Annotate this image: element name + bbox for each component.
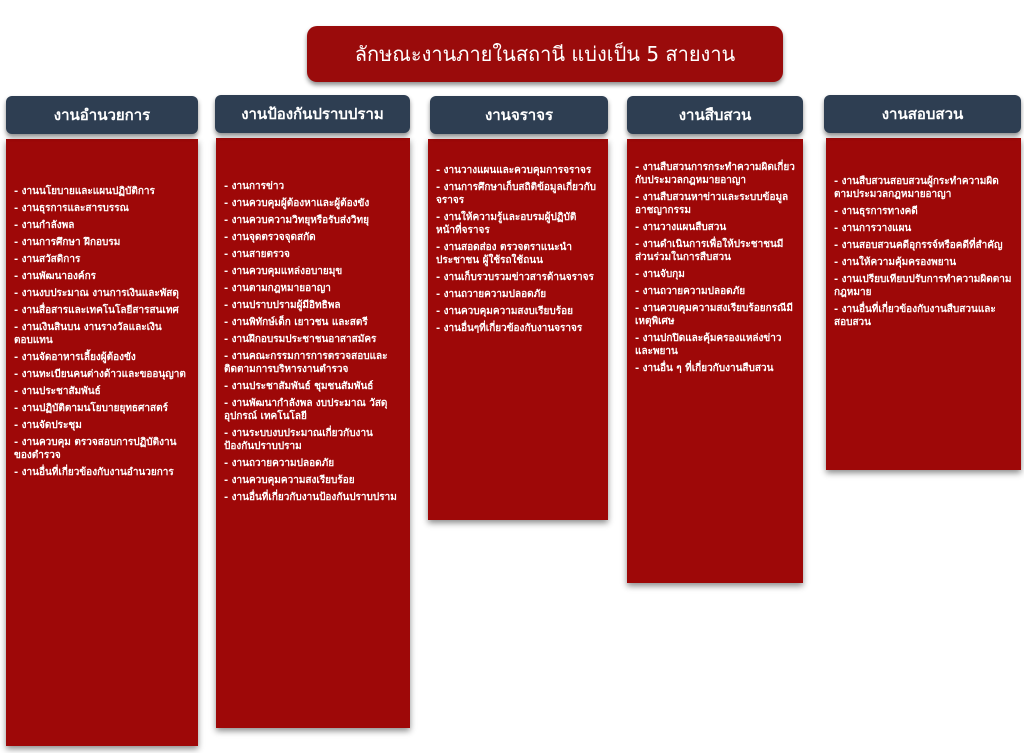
task-list-administration: [14, 185, 190, 479]
task-item-crime-prevention: - งานควบคุมความสงเรียบร้อย: [224, 475, 355, 486]
task-item-crime-prevention: - งานตามกฎหมายอาญา: [224, 283, 331, 294]
task-item-inquiry: - งานอื่นที่เกี่ยวข้องกับงานสืบสวนและสอบสวน: [834, 304, 996, 328]
task-item-administration: - งานกำลังพล: [14, 220, 75, 231]
column-heading-traffic: งานจราจร: [430, 96, 608, 134]
task-list-traffic: [436, 164, 600, 335]
task-item-administration: - งานพัฒนาองค์กร: [14, 271, 97, 282]
task-item-administration: - งานการศึกษา ฝึกอบรม: [14, 237, 121, 248]
task-item-administration: - งานควบคุม ตรวจสอบการปฏิบัติงานของตำรวจ: [14, 437, 177, 461]
task-item-crime-prevention: - งานระบบงบประมาณเกี่ยวกับงานป้องกันปราบปราม: [224, 428, 373, 452]
task-item-crime-prevention: - งานอื่นที่เกี่ยวกับงานป้องกันปราบปราม: [224, 492, 397, 503]
task-item-crime-prevention: - งานควบคุมแหล่งอบายมุข: [224, 266, 343, 277]
task-item-inquiry: - งานสอบสวนคดีอุกรรจ์หรือคดีที่สำคัญ: [834, 240, 1003, 251]
task-item-administration: - งานนโยบายและแผนปฏิบัติการ: [14, 186, 155, 197]
task-item-administration: - งานสวัสดิการ: [14, 254, 81, 265]
column-box-inquiry: [826, 138, 1021, 470]
task-item-investigation: - งานควบคุมความสงเรียบร้อยกรณีมีเหตุพิเศษ: [635, 303, 793, 327]
column-box-traffic: [428, 139, 608, 520]
task-list-inquiry: [834, 175, 1013, 329]
task-item-investigation: - งานอื่น ๆ ที่เกี่ยวกับงานสืบสวน: [635, 363, 774, 374]
task-item-administration: - งานเงินสินบน งานรางวัลและเงินตอบแทน: [14, 322, 162, 346]
task-item-administration: - งานอื่นที่เกี่ยวข้องกับงานอำนวยการ: [14, 467, 174, 478]
task-item-administration: - งานปฏิบัติตามนโยบายยุทธศาสตร์: [14, 403, 168, 414]
diagram-title: ลักษณะงานภายในสถานี แบ่งเป็น 5 สายงาน: [307, 26, 783, 82]
column-box-investigation: [627, 139, 803, 583]
task-item-crime-prevention: - งานปราบปรามผู้มีอิทธิพล: [224, 300, 341, 311]
task-item-investigation: - งานดำเนินการเพื่อให้ประชาชนมีส่วนร่วมในการสืบสวน: [635, 239, 784, 263]
task-item-crime-prevention: - งานควบความวิทยุหรือรับส่งวิทยุ: [224, 215, 369, 226]
task-item-inquiry: - งานให้ความคุ้มครองพยาน: [834, 257, 957, 268]
task-item-investigation: - งานจับกุม: [635, 269, 685, 280]
task-item-traffic: - งานให้ความรู้และอบรมผู้ปฏิบัติหน้าที่จราจร: [436, 212, 577, 236]
column-box-crime-prevention: [216, 138, 410, 728]
task-item-traffic: - งานเก็บรวบรวมข่าวสารด้านจราจร: [436, 272, 594, 283]
task-item-traffic: - งานอื่นๆที่เกี่ยวข้องกับงานจราจร: [436, 323, 583, 334]
task-item-traffic: - งานสอดส่อง ตรวจตราแนะนำประชาชน ผู้ใช้รถใช้ถนน: [436, 242, 572, 266]
task-item-inquiry: - งานสืบสวนสอบสวนผู้กระทำความผิดตามประมวลกฎหมายอาญา: [834, 176, 999, 200]
task-item-traffic: - งานถวายความปลอดภัย: [436, 289, 547, 300]
task-item-traffic: - งานวางแผนและควบคุมการจราจร: [436, 165, 592, 176]
task-item-administration: - งานงบประมาณ งานการเงินและพัสดุ: [14, 288, 179, 299]
column-heading-administration: งานอำนวยการ: [6, 96, 198, 134]
task-item-investigation: - งานสืบสวนการกระทำความผิดเกี่ยวกับประมวลกฎหมายอาญา: [635, 162, 795, 186]
task-item-crime-prevention: - งานควบคุมผู้ต้องหาและผู้ต้องขัง: [224, 198, 370, 209]
task-item-crime-prevention: - งานประชาสัมพันธ์ ชุมชนสัมพันธ์: [224, 381, 374, 392]
task-item-crime-prevention: - งานการข่าว: [224, 181, 285, 192]
column-heading-crime-prevention: งานป้องกันปราบปราม: [215, 95, 410, 133]
task-item-administration: - งานจัดอาหารเลี้ยงผู้ต้องขัง: [14, 352, 136, 363]
task-item-administration: - งานจัดประชุม: [14, 420, 82, 431]
task-item-crime-prevention: - งานพิทักษ์เด็ก เยาวชน และสตรี: [224, 317, 368, 328]
task-item-investigation: - งานสืบสวนหาข่าวและระบบข้อมูลอาชญากรรม: [635, 192, 789, 216]
task-item-administration: - งานประชาสัมพันธ์: [14, 386, 101, 397]
task-item-crime-prevention: - งานถวายความปลอดภัย: [224, 458, 335, 469]
task-list-investigation: [635, 161, 795, 375]
task-item-inquiry: - งานเปรียบเทียบปรับการทำความผิดตามกฎหมาย: [834, 274, 1012, 298]
task-item-administration: - งานสื่อสารและเทคโนโลยีสารสนเทศ: [14, 305, 179, 316]
task-list-crime-prevention: [224, 180, 402, 504]
task-item-administration: - งานธุรการและสารบรรณ: [14, 203, 129, 214]
task-item-crime-prevention: - งานสายตรวจ: [224, 249, 290, 260]
task-item-crime-prevention: - งานคณะกรรมการการตรวจสอบและติดตามการบริหารงานตำรวจ: [224, 351, 388, 375]
task-item-inquiry: - งานธุรการทางคดี: [834, 206, 918, 217]
task-item-investigation: - งานปกปิดและคุ้มครองแหล่งข่าวและพยาน: [635, 333, 782, 357]
task-item-traffic: - งานการศึกษาเก็บสถิติข้อมูลเกี่ยวกับจราจร: [436, 182, 596, 206]
column-box-administration: [6, 139, 198, 746]
task-item-crime-prevention: - งานพัฒนากำลังพล งบประมาณ วัสดุ อุปกรณ์ เทคโนโลยี: [224, 398, 388, 422]
task-item-crime-prevention: - งานฝึกอบรมประชาชนอาสาสมัคร: [224, 334, 377, 345]
task-item-inquiry: - งานการวางแผน: [834, 223, 912, 234]
task-item-traffic: - งานควบคุมความสงบเรียบร้อย: [436, 306, 573, 317]
task-item-investigation: - งานวางแผนสืบสวน: [635, 222, 727, 233]
task-item-crime-prevention: - งานจุดตรวจจุดสกัด: [224, 232, 316, 243]
task-item-administration: - งานทะเบียนคนต่างด้าวและขออนุญาต: [14, 369, 186, 380]
column-heading-investigation: งานสืบสวน: [627, 96, 803, 134]
task-item-investigation: - งานถวายความปลอดภัย: [635, 286, 746, 297]
column-heading-inquiry: งานสอบสวน: [824, 95, 1021, 133]
